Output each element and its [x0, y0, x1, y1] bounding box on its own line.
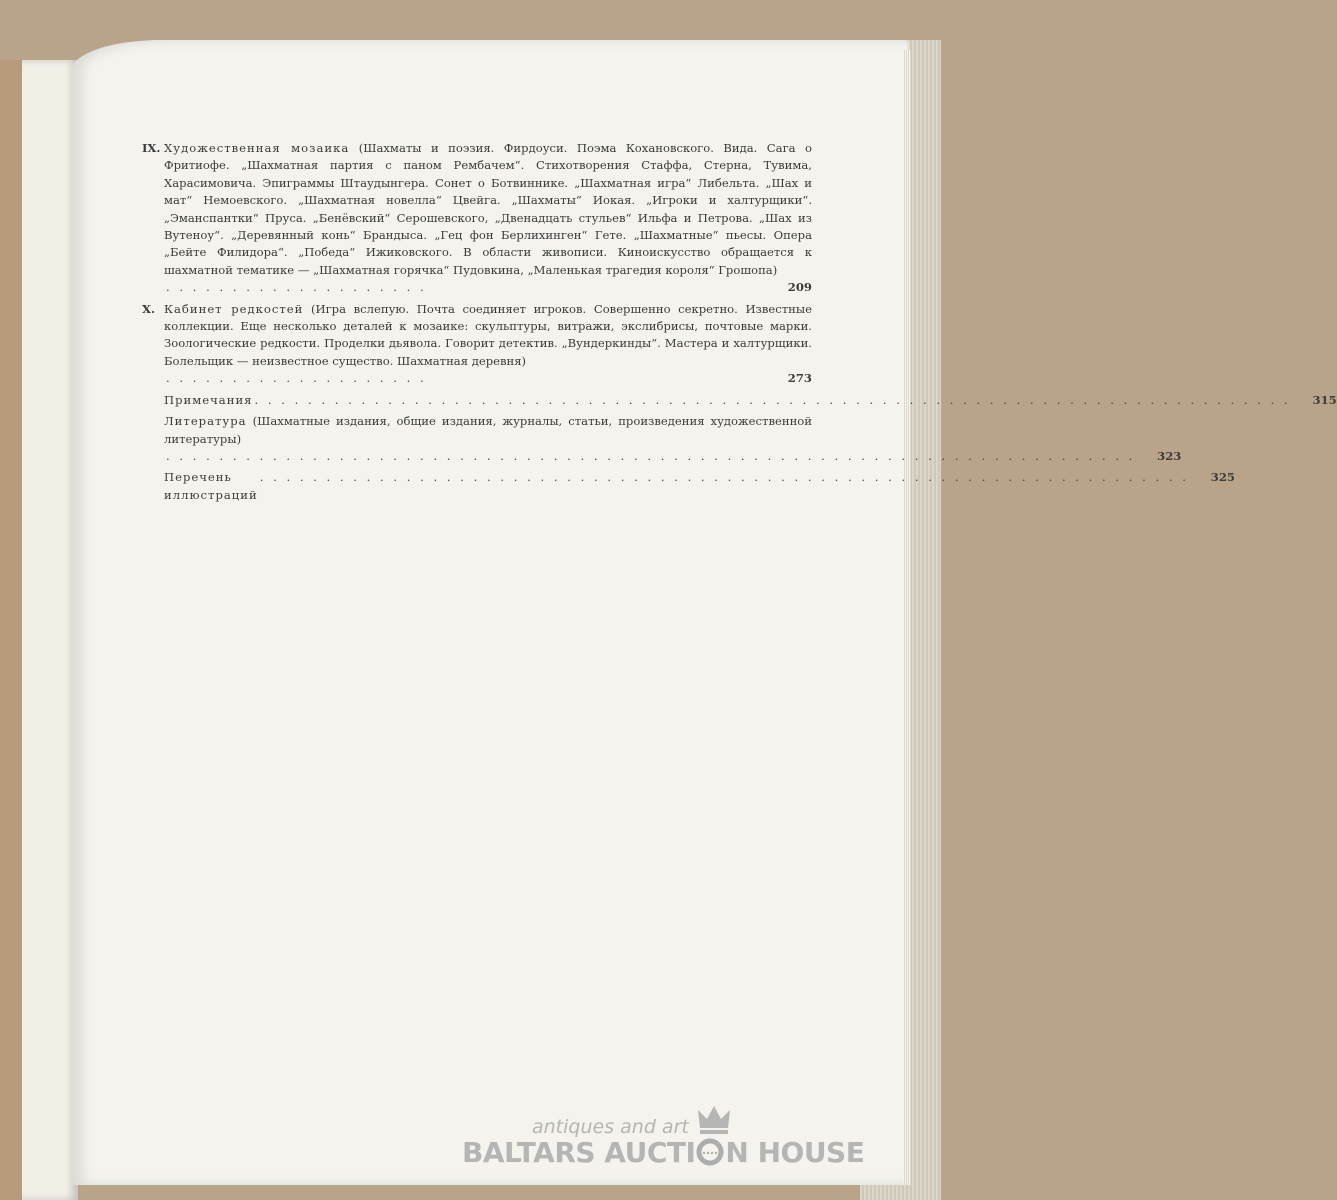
chapter-title: Художественная мозаика: [164, 141, 350, 155]
left-page: [0, 60, 78, 1200]
chapter-description: (Игра вслепую. Почта соединяет игроков. Совершенно секретно. Известные коллекции. Еще несколько деталей к мозаике: скульптуры, витражи, экслибрисы, почтовые марки. Зоологические редкости. Проделки дьявола. Говорит детектив. „Вундеркинды“. Мастера и халтурщики. Болельщик — неизвестное существо. Шахматная деревня): [164, 301, 812, 368]
section-title: Примечания: [164, 392, 253, 407]
toc-entry-x: [142, 301, 812, 388]
page-number: 273: [787, 371, 812, 386]
dot-leader: . . . . . . . . . . . . . . . . . . . . . . . . . . . . . . . . . . . . . . . . . . . . . . . . . . . . . . . . . . . . . . . . . . . . . .: [259, 470, 1189, 485]
watermark-brand-end: N HOUSE: [725, 1136, 865, 1169]
section-title: Перечень иллюстраций: [164, 470, 258, 502]
watermark-tagline: antiques and art: [532, 1116, 689, 1138]
crown-icon: [694, 1102, 734, 1136]
left-page-margin: [0, 60, 22, 1200]
page-number: 325: [1210, 470, 1235, 485]
toc-entry-illustrations: [164, 469, 1235, 504]
page-edge: [903, 50, 911, 1185]
table-of-contents: [142, 140, 1337, 504]
dot-leader: . . . . . . . . . . . . . . . . . . . .: [166, 371, 427, 386]
gavel-o-icon: [695, 1139, 725, 1165]
chapter-number: X.: [142, 301, 156, 316]
chapter-number: IX.: [142, 141, 161, 155]
toc-entry-ix: [142, 140, 812, 297]
dot-leader: . . . . . . . . . . . . . . . . . . . . . . . . . . . . . . . . . . . . . . . . . . . . . . . . . . . . . . . . . . . . . . . . . . . . . . . . . . . . . .: [254, 392, 1291, 407]
toc-entry-notes: [164, 392, 1337, 409]
watermark-brand: BALTARS AUCTI: [462, 1136, 696, 1169]
page-number: 315: [1312, 392, 1337, 407]
chapter-description: (Шахматы и поэзия. Фирдоуси. Поэма Кохановского. Вида. Сага о Фритиофе. „Шахматная партия с паном Рембачем“. Стихотворения Стаффа, Стерна, Тувима, Харасимовича. Эпиграммы Штаудынгера. Сонет о Ботвиннике. „Шахматная игра“ Либельта. „Шах и мат“ Немоевского. „Шахматная новелла“ Цвейга. „Шахматы“ Иокая. „Игроки и халтурщики“. „Эманспантки“ Пруса. „Бенёвский“ Серошевского, „Двенадцать стульев“ Ильфа и Петрова. „Шах из Вутеноу“. „Деревянный конь“ Брандыса. „Гец фон Берлихинген“ Гете. „Шахматные“ пьесы. Опера „Бейте Филидора“. „Победа“ Ижиковского. В области живописи. Киноискусство обращается к шахматной тематике — „Шахматная горячка“ Пудовкина, „Маленькая трагедия короля“ Грошопа): [164, 141, 812, 277]
chapter-title: Кабинет редкостей: [164, 301, 304, 316]
dot-leader: . . . . . . . . . . . . . . . . . . . .: [166, 280, 427, 295]
page-number: 323: [1157, 448, 1182, 463]
toc-entry-literature: [164, 413, 1182, 465]
section-title: Литература: [164, 414, 247, 429]
page-number: 209: [787, 280, 812, 295]
section-description: (Шахматные издания, общие издания, журналы, статьи, произведения художественной литературы): [164, 414, 813, 446]
auction-house-watermark: [462, 1108, 865, 1178]
dot-leader: . . . . . . . . . . . . . . . . . . . . . . . . . . . . . . . . . . . . . . . . . . . . . . . . . . . . . . . . . . . . . . . . . . . . . . . . .: [166, 448, 1136, 463]
